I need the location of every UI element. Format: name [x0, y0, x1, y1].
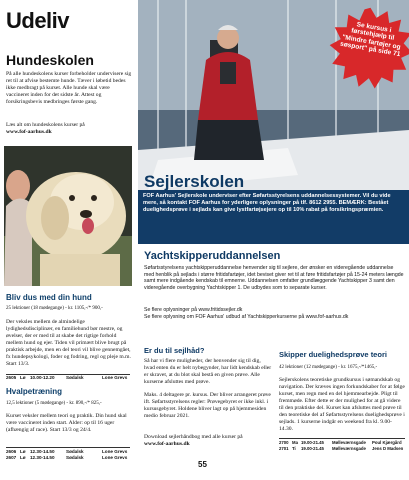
- dogs-more-info: Læs alt om hundeskolens kurser på: [6, 122, 85, 128]
- dogs-intro: På alle hundeskolens kurser forbeholder undervisere sig ret til at afvise bestemte hunde. Tæver i løbetid bedes ikke medbragt på kurset. Alle hunde skal være vaccineret inden for det sidste år. Attest og forsikringsbevis medbringes første gang.: [6, 71, 132, 105]
- table-row: 2606 Lø 12.30-14.50 Sødalsk Lone Grevs: [6, 449, 128, 454]
- yacht-link-1[interactable]: Se flere oplysninger på www.fritidssejler.dk: [144, 307, 243, 313]
- yacht-body: Søfartsstyrelsens yachtskipperuddannelse henvender sig til sejlere, der ønsker en videregående uddannelse med henblik på sejlads i større fritidsfartøjer, idet beviset giver ret til at føre fritidsfartøjer på 15-24 meters længde samt mere indgående kendskab til emnerne. Uddannelsen omfatter grundlæggende Yachtskipper 3 samt den videregående overbygning Yachtskipper 1. De udbydes som to separate kurser.: [144, 265, 404, 291]
- dog-course-meta: 25 lektioner (18 mødegange) - kr. 1105,-/* 900,-: [6, 306, 103, 311]
- sailing-band: [138, 172, 409, 244]
- table-row: 2701 Ti 19.00-21.45 Mølleværnsgade Jens D Madsen: [279, 445, 404, 451]
- ready-download: Download sejlerhåndbog med alle kurser på: [144, 434, 243, 440]
- ready-url[interactable]: www.fof-aarhus.dk: [144, 441, 190, 447]
- puppy-course-table: [6, 449, 130, 460]
- ready-body: Så har vi flere muligheder, der henvender sig til dig, hvad enten du er helt nybegynder, har lidt kendskab eller er skravet, at du blot skal bestå en given prøve. Alle kurserne afsluttes med prøve.: [144, 358, 272, 385]
- puppy-course-meta: 12,5 lektioner (5 mødegange) - kr. 890,-/* 825,-: [6, 401, 102, 406]
- sailing-title: Sejlerskolen: [144, 172, 245, 191]
- dog-course-body: Der veksles mellem de almindelige lydighedsdisciplinær, en familiehund bør mestre, og øvelser, der er med til at skabe det rigtige forhold mellem hund og ejer. Tiden vil primært blive brugt på praktisk arbejde, men en del teori vil blive gennemgået, fx hundepsykologi, foder og fodring, regl og pleje m.m. Start 13/3.: [6, 319, 131, 367]
- left-column: [0, 0, 134, 480]
- right-column: [138, 0, 409, 480]
- dogs-url[interactable]: www.fof-aarhus.dk: [6, 129, 52, 135]
- skipper-body: Sejlerskolens teoretiske grundkursus i sømandskab og navigation. Der kræves ingen forkundskaber for at følge kurset, men regn med en del hjemmearbejde. Pligt til fremmøde. Efter dette er der mulighed for at gå videre til den praktiske del. Kurset kan afsluttes med prøve til den teoretiske del af Søfartsstyrelsens duelighedsprøve i sejlads. 1 kurserne indgår en weekend fra kl. 9.00-14.30.: [279, 377, 405, 432]
- skipper-table: [279, 440, 407, 451]
- yacht-link-2[interactable]: Se flere oplysning om FOF Aarhus' udbud af Yachtskipperkurserne på www.fof-aarhus.dk: [144, 314, 349, 320]
- dogs-title: Hundeskolen: [6, 52, 94, 68]
- divider: [6, 447, 130, 448]
- puppy-course-body: Kurset veksler mellem teori og praktik. Din hund skal være vaccineret inden start. Alder: op til 16 uger (afhængig af race). Start 13/3 og 24/4.: [6, 413, 127, 433]
- yacht-title: Yachtskipperuddannelsen: [144, 250, 281, 262]
- skipper-meta: 42 lektioner (12 mødegange) - kr. 1675,-/*1465,-: [279, 365, 378, 370]
- dog-photo: [4, 146, 132, 286]
- table-row: 2607 Lø 12.30-14.50 Sødalsk Lone Grevs: [6, 454, 128, 460]
- section-title: Udeliv: [6, 8, 70, 33]
- ready-title: Er du til sejlhåd?: [144, 346, 205, 355]
- sailing-intro: FOF Aarhus' Sejlerskole underviser efter Søfartsstyrelsens uddannelsessystemer. Vil du vide mere, så kontakt FOF Aarhus for yderligere oplysninger på tlf. 8612 2955. BEMÆRK: Bestået duelighedsprøve i sejlads kan give lystfartøjsejere op til 10% rabat på forsikringspræmien.: [143, 193, 391, 213]
- ready-body-2: Maks. 4 deltagere pr. kursus. Der bliver arrangeret prøve ift. Søfartsstyrelsens regler: Prøvegebyret er ikke inkl. i kursusgebyret. Holdene bliver lagt op på hjemmesiden medio februar 2021.: [144, 392, 271, 419]
- burst-text: Se kursus i førstehjælp til "Mindre fartøjer og søsport" på side 71: [339, 21, 402, 59]
- dog-course-title: Bliv dus med din hund: [6, 293, 92, 302]
- table-row: 2605 Lø 10.00-12.20 Sødalsk Lone Grevs: [6, 375, 128, 380]
- dog-course-table: [6, 375, 130, 381]
- divider: [279, 438, 405, 439]
- table-row: 2700 Ma 19.00-21.45 Mølleværnsgade Poul Kjærgård: [279, 440, 402, 445]
- puppy-course-title: Hvalpetræning: [6, 387, 63, 396]
- skipper-title: Skipper duelighedsprøve teori: [279, 350, 387, 359]
- page-number: 55: [198, 460, 207, 469]
